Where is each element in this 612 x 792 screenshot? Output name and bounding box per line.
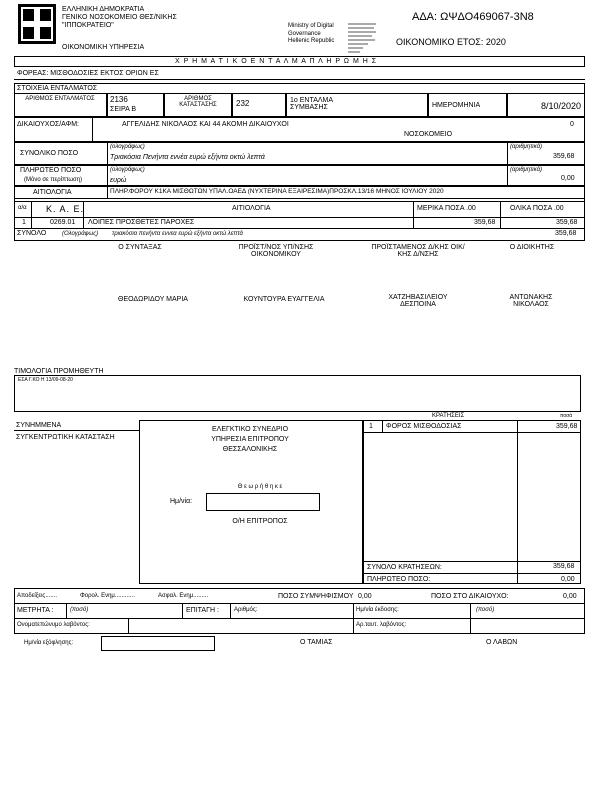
greek-emblem <box>18 4 56 44</box>
signer-role-4: Ο ΔΙΟΙΚΗΤΗΣ <box>509 244 555 251</box>
service-name: ΟΙΚΟΝΟΜΙΚΗ ΥΠΗΡΕΣΙΑ <box>62 44 145 51</box>
audit-line-1: ΕΛΕΓΚΤΙΚΟ ΣΥΝΕΔΡΙΟ <box>211 426 289 433</box>
katastasi-label: ΑΡΙΘΜΟΣ ΚΑΤΑΣΤΑΣΗΣ <box>179 96 217 108</box>
item-aa: 1 <box>22 219 26 226</box>
total-in-words-label: (ολογράφως) <box>110 144 145 150</box>
col-kae: Κ. Α. Ε. <box>46 204 85 214</box>
beneficiary-amount-label: ΠΟΣΟ ΣΤΟ ΔΙΚΑΙΟΥΧΟ: <box>431 593 509 600</box>
katastasi-number: 232 <box>236 99 250 108</box>
signer-role-2: ΠΡΟΪΣΤ/ΝΟΣ ΥΠ/ΝΣΗΣ ΟΙΚΟΝΟΜΙΚΟΥ <box>238 244 314 258</box>
item-kae: 0269.01 <box>50 219 76 226</box>
audit-line-3: ΘΕΣΣΑΛΟΝΙΚΗΣ <box>222 446 278 453</box>
invoice-text: ΕΣΑ Γ.ΚΟ Η 13/09-08-20 <box>18 377 73 383</box>
check-amount-label: (ποσό) <box>476 607 495 613</box>
signer-name-3: ΧΑΤΖΗΒΑΣΙΛΕΙΟΥ ΔΕΣΠΟΙΝΑ <box>388 294 448 308</box>
beneficiary-name: ΑΓΓΕΛΙΔΗΣ ΝΙΚΟΛΑΟΣ ΚΑΙ 44 ΑΚΟΜΗ ΔΙΚΑΙΟΥΧΟΙ <box>122 121 289 128</box>
audit-date-label: Ημ/νία: <box>170 498 193 505</box>
audit-commissioner: Ο/Η ΕΠΙΤΡΟΠΟΣ <box>232 518 288 525</box>
offset-amount-label: ΠΟΣΟ ΣΥΜΨΗΦΙΣΜΟΥ <box>278 593 354 600</box>
cash-amount-label: (ποσό) <box>70 607 89 613</box>
deductions-label: ΚΡΑΤΗΣΕΙΣ <box>432 413 465 419</box>
audit-line-2: ΥΠΗΡΕΣΙΑ ΕΠΙΤΡΟΠΟΥ <box>211 436 289 443</box>
cause-label: ΑΙΤΙΟΛΟΓΙΑ <box>33 189 72 196</box>
check-number-label: Αριθμός: <box>234 607 258 613</box>
audit-approved: Θ ε ω ρ ή θ η κ ε <box>237 484 283 490</box>
digital-signature-stamp <box>348 21 378 53</box>
deductions-amount-label: ποσά <box>560 413 573 419</box>
insurance-clearance-label: Ασφαλ. Ενημ......... <box>158 593 209 599</box>
item-desc: ΛΟΙΠΕΣ ΠΡΟΣΘΕΤΕΣ ΠΑΡΟΧΕΣ <box>88 219 195 226</box>
item-total: 359,68 <box>556 219 578 226</box>
payment-date-field[interactable] <box>101 636 215 651</box>
cashier-label: Ο ΤΑΜΙΑΣ <box>300 639 333 646</box>
attachments-label: ΣΥΝΗΜΜΕΝΑ <box>16 422 62 429</box>
cause-text: ΠΛΗΡ.ΦΟΡΟΥ Κ1ΚΑ ΜΙΣΘΩΤΩΝ ΥΠΑΛ.ΟΑΕΔ (ΝΥΧΤΕΡΙΝΑ ΕΞΑΙΡΕΣΙΜΑ)ΠΡΟΣΚΛ.13/16 ΜΗΝΟΣ ΙΟΥΛΙΟΥ 2020 <box>110 188 444 195</box>
beneficiary-code: 0 <box>570 121 574 128</box>
entalma-section-title: ΣΤΟΙΧΕΙΑ ΕΝΤΑΛΜΑΤΟΣ <box>17 85 98 92</box>
entalma-number: 2136 <box>110 95 128 104</box>
country-name: ΕΛΛΗΝΙΚΗ ΔΗΜΟΚΡΑΤΙΑ <box>62 6 145 13</box>
hospital-word: ΝΟΣΟΚΟΜΕΙΟ <box>404 131 453 138</box>
signer-role-1: Ο ΣΥΝΤΑΞΑΣ <box>118 244 162 251</box>
col-cause: ΑΙΤΙΟΛΟΓΙΑ <box>232 205 271 212</box>
offset-amount: 0,00 <box>358 593 372 600</box>
check-issue-date-label: Ημ/νία έκδοσης: <box>356 607 399 613</box>
signer-name-1: ΘΕΟΔΩΡΙΔΟΥ ΜΑΡΙΑ <box>118 296 188 303</box>
attachments-value: ΣΥΓΚΕΝΤΡΩΤΙΚΗ ΚΑΤΑΣΤΑΣΗ <box>16 434 115 441</box>
cash-label: ΜΕΤΡΗΤΑ : <box>17 607 54 614</box>
deductions-total-label: ΣΥΝΟΛΟ ΚΡΑΤΗΣΕΩΝ: <box>367 564 442 571</box>
deduction-name: ΦΟΡΟΣ ΜΙΣΘΟΔΟΣΙΑΣ <box>386 423 462 430</box>
signer-role-3: ΠΡΟΪΣΤΑΜΕΝΟΣ Δ/ΚΗΣ ΟΙΚ/ΚΗΣ Δ/ΝΣΗΣ <box>371 244 465 258</box>
payable-label: ΠΛΗΡΩΤΕΟ ΠΟΣΟ <box>20 167 82 174</box>
payable-in-words-label: (ολογράφως) <box>110 167 145 173</box>
ada-code: ΑΔΑ: ΩΨΔΟ469067-3Ν8 <box>412 11 534 23</box>
contract-label: 1ο ΕΝΤΑΛΜΑ ΣΥΜΒΑΣΗΣ <box>290 97 333 111</box>
total-in-numbers-label: (αριθμητικά) <box>510 144 542 150</box>
deductions-total-value: 359,68 <box>553 563 575 570</box>
item-partial: 359,68 <box>474 219 496 226</box>
entalma-number-label: ΑΡΙΘΜΟΣ ΕΝΤΑΛΜΑΤΟΣ <box>25 96 95 102</box>
fiscal-year: ΟΙΚΟΝΟΜΙΚΟ ΕΤΟΣ: 2020 <box>396 37 506 47</box>
sum-words: τριακόσια πενήντα εννεα ευρώ εξήντα οκτώ λεπτά <box>112 231 243 237</box>
receipts-label: Αποδείξεις....... <box>17 593 57 599</box>
signature-org-2: Governance <box>288 31 321 37</box>
receiver-signature-label: Ο ΛΑΒΩΝ <box>486 639 518 646</box>
col-total: ΟΛΙΚΑ ΠΟΣΑ .00 <box>510 205 564 212</box>
total-label: ΣΥΝΟΛΙΚΟ ΠΟΣΟ <box>20 150 79 157</box>
total-in-words: Τριακόσια Πενήντα εννέα ευρώ εξήντα οκτώ λεπτά <box>110 154 265 161</box>
receiver-id-label: Αρ.ταυτ. λαβόντος: <box>356 622 407 628</box>
entalma-date: 8/10/2020 <box>540 101 581 111</box>
signature-org-1: Ministry of Digital <box>288 23 334 29</box>
payable-in-numbers-label: (αριθμητικά) <box>510 167 542 173</box>
sum-label: ΣΥΝΟΛΟ <box>17 230 47 237</box>
payable-final-value: 0,00 <box>561 576 575 583</box>
sum-words-label: (Ολογράφως) <box>62 231 99 237</box>
col-partial: ΜΕΡΙΚΑ ΠΟΣΑ .00 <box>417 205 476 212</box>
payable-amount: 0,00 <box>561 175 575 182</box>
signer-name-2: ΚΟΥΝΤΟΥΡΑ ΕΥΑΓΓΕΛΙΑ <box>243 296 325 303</box>
deduction-amount: 359,68 <box>556 423 578 430</box>
col-aa: α/α <box>18 205 27 211</box>
payable-in-words: ευρώ <box>110 177 127 184</box>
date-label: ΗΜΕΡΟΜΗΝΙΑ <box>432 102 481 109</box>
deduction-aa: 1 <box>369 423 373 430</box>
invoice-label: ΤΙΜΟΛΟΓΙΑ ΠΡΟΜΗΘΕΥΤΗ <box>14 368 104 375</box>
payment-date-label: Ημ/νία εξόφλησης: <box>24 640 74 646</box>
total-amount: 359,68 <box>553 153 575 160</box>
beneficiary-amount: 0,00 <box>563 593 577 600</box>
hospital-name: ΓΕΝΙΚΟ ΝΟΣΟΚΟΜΕΙΟ ΘΕΣ/ΝΙΚΗΣ <box>62 14 177 21</box>
tax-clearance-label: Φορολ. Ενημ............ <box>80 593 135 599</box>
check-label: ΕΠΙΤΑΓΗ : <box>186 607 219 614</box>
beneficiary-label: ΔΙΚΑΙΟΥΧΟΣ/ΑΦΜ: <box>17 121 80 128</box>
receiver-name-label: Ονοματεπώνυμο λαβόντος: <box>17 622 90 628</box>
sum-total: 359,68 <box>555 230 577 237</box>
audit-date-field[interactable] <box>206 493 320 511</box>
hospital-title: "ΙΠΠΟΚΡΑΤΕΙΟ" <box>62 22 114 29</box>
foreas-label: ΦΟΡΕΑΣ: ΜΙΣΘΟΔΟΣΙΕΣ ΕΚΤΟΣ ΟΡΙΩΝ ΕΣ <box>17 70 159 77</box>
entalma-series: ΣΕΙΡΑ Β <box>110 106 136 113</box>
signature-org-3: Hellenic Republic <box>288 38 335 44</box>
payable-final-label: ΠΛΗΡΩΤΕΟ ΠΟΣΟ: <box>367 576 431 583</box>
payable-sublabel: (Μόνο σε περίπτωση) <box>24 177 83 183</box>
document-title: Χ Ρ Η Μ Α Τ Ι Κ Ο Ε Ν Τ Α Λ Μ Α Π Λ Η Ρ Ω Μ Η Σ <box>175 58 378 65</box>
invoice-box <box>14 375 581 412</box>
signer-name-4: ΑΝΤΩΝΑΚΗΣ ΝΙΚΟΛΑΟΣ <box>509 294 553 308</box>
